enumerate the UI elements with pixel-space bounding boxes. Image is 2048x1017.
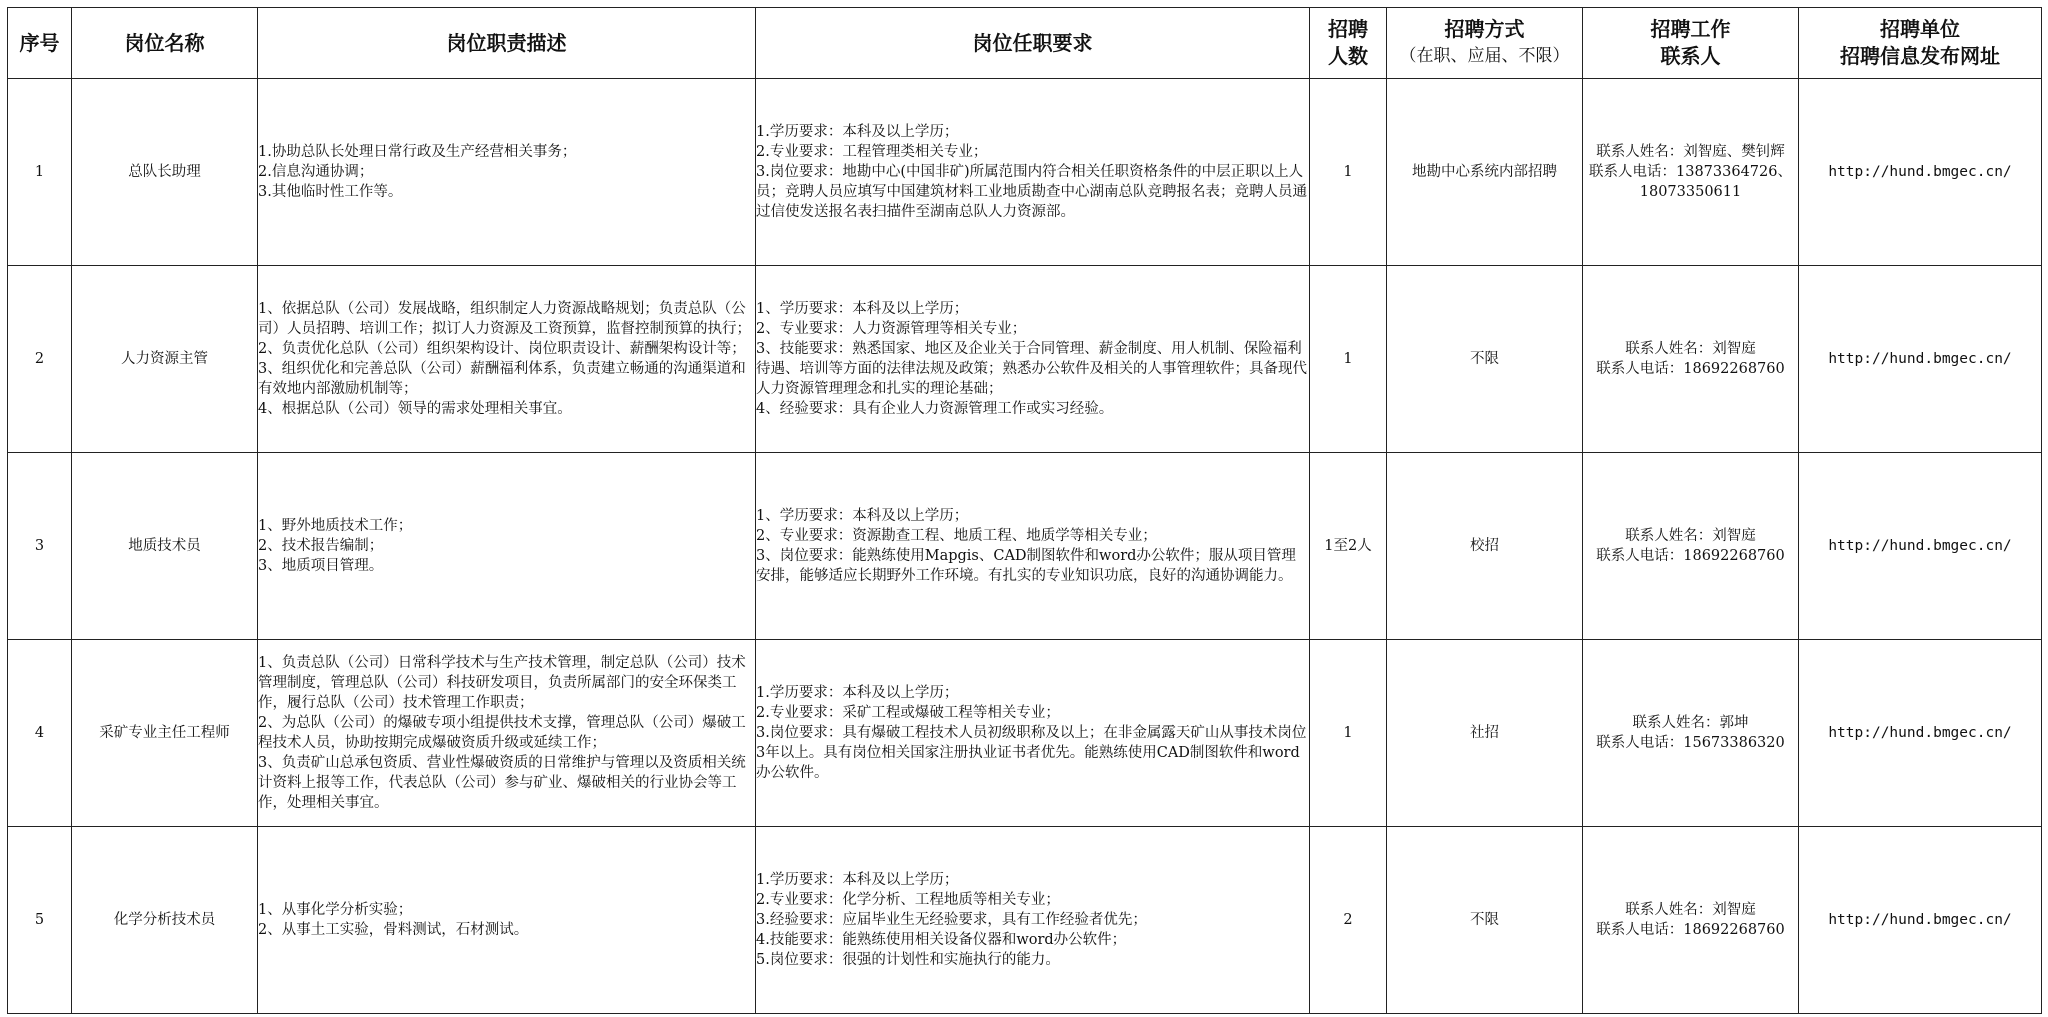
cell-index bbox=[8, 827, 72, 1014]
row-index: 4 bbox=[34, 725, 45, 741]
duties-line: 3、负责矿山总承包资质、营业性爆破资质的日常维护与管理以及资质相关统计资料上报等工作，代表总队（公司）参与矿业、爆破相关的行业协会等工作，处理相关事宜。 bbox=[258, 755, 746, 811]
cell-contact bbox=[1583, 266, 1799, 453]
hire-count: 1 bbox=[1343, 725, 1353, 741]
requirements-text bbox=[756, 683, 1309, 783]
duties-text bbox=[258, 142, 755, 202]
duties-line: 4、根据总队（公司）领导的需求处理相关事宜。 bbox=[258, 401, 572, 417]
requirements-line: 1、学历要求：本科及以上学历； bbox=[756, 301, 969, 317]
contact-line: 联系人电话：18692268760 bbox=[1596, 548, 1785, 564]
cell-url bbox=[1799, 827, 2042, 1014]
cell-title bbox=[72, 453, 258, 640]
duties-line: 2、为总队（公司）的爆破专项小组提供技术支撑，管理总队（公司）爆破工程技术人员，协助按期完成爆破资质升级或延续工作； bbox=[258, 715, 746, 751]
duties-line: 2、负责优化总队（公司）组织架构设计、岗位职责设计、薪酬架构设计等； bbox=[258, 341, 746, 357]
job-title: 化学分析技术员 bbox=[113, 912, 216, 928]
hire-count: 1至2人 bbox=[1324, 538, 1372, 554]
recruitment-table bbox=[7, 7, 2042, 1014]
recruit-url: http://hund.bmgec.cn/ bbox=[1828, 538, 2012, 554]
cell-method bbox=[1387, 79, 1583, 266]
table-row bbox=[8, 453, 2042, 640]
cell-method bbox=[1387, 453, 1583, 640]
cell-duties bbox=[258, 827, 756, 1014]
duties-line: 2.信息沟通协调； bbox=[258, 164, 374, 180]
hire-method: 不限 bbox=[1470, 351, 1499, 367]
header-site-line1: 招聘单位 bbox=[1880, 17, 1960, 41]
requirements-line: 1、学历要求：本科及以上学历； bbox=[756, 508, 969, 524]
requirements-text bbox=[756, 122, 1309, 222]
row-index: 3 bbox=[34, 538, 45, 554]
header-count bbox=[1310, 8, 1387, 79]
requirements-line: 3.经验要求：应届毕业生无经验要求，具有工作经验者优先； bbox=[756, 912, 1147, 928]
cell-url bbox=[1799, 266, 2042, 453]
cell-index bbox=[8, 453, 72, 640]
requirements-line: 3、岗位要求：能熟练使用Mapgis、CAD制图软件和word办公软件；服从项目管理安排，能够适应长期野外工作环境。有扎实的专业知识功底，良好的沟通协调能力。 bbox=[756, 548, 1296, 584]
cell-requirements bbox=[756, 827, 1310, 1014]
cell-index bbox=[8, 79, 72, 266]
header-contact bbox=[1583, 8, 1799, 79]
cell-duties bbox=[258, 79, 756, 266]
header-method bbox=[1387, 8, 1583, 79]
header-requirements: 岗位任职要求 bbox=[756, 8, 1310, 79]
hire-count: 1 bbox=[1343, 164, 1353, 180]
cell-count bbox=[1310, 827, 1387, 1014]
duties-text bbox=[258, 516, 755, 576]
cell-url bbox=[1799, 453, 2042, 640]
job-title: 地质技术员 bbox=[128, 538, 201, 554]
job-title: 人力资源主管 bbox=[121, 351, 208, 367]
requirements-text bbox=[756, 299, 1309, 419]
hire-method: 社招 bbox=[1470, 725, 1499, 741]
requirements-line: 4、经验要求：具有企业人力资源管理工作或实习经验。 bbox=[756, 401, 1114, 417]
cell-method bbox=[1387, 640, 1583, 827]
contact-line: 联系人电话：13873364726、18073350611 bbox=[1589, 164, 1792, 200]
duties-line: 1.协助总队长处理日常行政及生产经营相关事务； bbox=[258, 144, 577, 160]
table-row bbox=[8, 827, 2042, 1014]
requirements-line: 2、专业要求：资源勘查工程、地质工程、地质学等相关专业； bbox=[756, 528, 1157, 544]
requirements-line: 2.专业要求：工程管理类相关专业； bbox=[756, 144, 988, 160]
cell-title bbox=[72, 79, 258, 266]
row-index: 2 bbox=[34, 351, 45, 367]
recruit-url: http://hund.bmgec.cn/ bbox=[1828, 725, 2012, 741]
cell-title bbox=[72, 827, 258, 1014]
header-contact-line1: 招聘工作 bbox=[1650, 17, 1731, 41]
header-method-line2: （在职、应届、不限） bbox=[1399, 46, 1570, 66]
cell-requirements bbox=[756, 453, 1310, 640]
requirements-text bbox=[756, 870, 1309, 970]
contact-line: 联系人姓名：郭坤 bbox=[1632, 715, 1749, 731]
duties-line: 2、技术报告编制； bbox=[258, 538, 384, 554]
hire-count: 2 bbox=[1343, 912, 1353, 928]
cell-url bbox=[1799, 79, 2042, 266]
contact-line: 联系人电话：15673386320 bbox=[1596, 735, 1785, 751]
job-title: 总队长助理 bbox=[128, 164, 201, 180]
cell-count bbox=[1310, 453, 1387, 640]
cell-title bbox=[72, 266, 258, 453]
hire-count: 1 bbox=[1343, 351, 1353, 367]
cell-contact bbox=[1583, 640, 1799, 827]
requirements-line: 2、专业要求：人力资源管理等相关专业； bbox=[756, 321, 1027, 337]
duties-line: 3、地质项目管理。 bbox=[258, 558, 384, 574]
duties-line: 3、组织优化和完善总队（公司）薪酬福利体系，负责建立畅通的沟通渠道和有效地内部激励机制等； bbox=[258, 361, 746, 397]
duties-text bbox=[258, 653, 755, 813]
hire-method: 校招 bbox=[1470, 538, 1499, 554]
duties-line: 3.其他临时性工作等。 bbox=[258, 184, 403, 200]
cell-method bbox=[1387, 266, 1583, 453]
hire-method: 不限 bbox=[1470, 912, 1499, 928]
row-index: 1 bbox=[34, 164, 45, 180]
cell-count bbox=[1310, 79, 1387, 266]
header-method-line1: 招聘方式 bbox=[1444, 17, 1525, 41]
requirements-line: 3.岗位要求：具有爆破工程技术人员初级职称及以上；在非金属露天矿山从事技术岗位3年以上。具有岗位相关国家注册执业证书者优先。能熟练使用CAD制图软件和word办公软件。 bbox=[756, 725, 1307, 781]
cell-contact bbox=[1583, 79, 1799, 266]
duties-line: 1、负责总队（公司）日常科学技术与生产技术管理，制定总队（公司）技术管理制度，管理总队（公司）科技研发项目，负责所属部门的安全环保类工作，履行总队（公司）技术管理工作职责； bbox=[258, 655, 746, 711]
header-row bbox=[8, 8, 2042, 79]
cell-title bbox=[72, 640, 258, 827]
cell-count bbox=[1310, 640, 1387, 827]
table-row bbox=[8, 266, 2042, 453]
header-duties: 岗位职责描述 bbox=[258, 8, 756, 79]
header-site bbox=[1799, 8, 2042, 79]
cell-url bbox=[1799, 640, 2042, 827]
cell-requirements bbox=[756, 79, 1310, 266]
table-row bbox=[8, 79, 2042, 266]
header-index: 序号 bbox=[8, 8, 72, 79]
cell-contact bbox=[1583, 453, 1799, 640]
requirements-line: 2.专业要求：采矿工程或爆破工程等相关专业； bbox=[756, 705, 1060, 721]
contact-line: 联系人电话：18692268760 bbox=[1596, 922, 1785, 938]
duties-text bbox=[258, 299, 755, 419]
cell-index bbox=[8, 266, 72, 453]
requirements-line: 4.技能要求：能熟练使用相关设备仪器和word办公软件； bbox=[756, 932, 1127, 948]
cell-requirements bbox=[756, 266, 1310, 453]
recruit-url: http://hund.bmgec.cn/ bbox=[1828, 164, 2012, 180]
header-count-line2: 人数 bbox=[1328, 44, 1368, 68]
contact-line: 联系人姓名：刘智庭、樊钊辉 bbox=[1596, 144, 1785, 160]
requirements-line: 1.学历要求：本科及以上学历； bbox=[756, 872, 959, 888]
contact-line: 联系人姓名：刘智庭 bbox=[1625, 902, 1756, 918]
cell-count bbox=[1310, 266, 1387, 453]
cell-contact bbox=[1583, 827, 1799, 1014]
cell-requirements bbox=[756, 640, 1310, 827]
cell-duties bbox=[258, 266, 756, 453]
requirements-text bbox=[756, 506, 1309, 586]
duties-line: 1、依据总队（公司）发展战略，组织制定人力资源战略规划；负责总队（公司）人员招聘、培训工作；拟订人力资源及工资预算，监督控制预算的执行； bbox=[258, 301, 751, 337]
header-site-line2: 招聘信息发布网址 bbox=[1840, 44, 2000, 68]
cell-duties bbox=[258, 640, 756, 827]
header-count-line1: 招聘 bbox=[1328, 17, 1368, 41]
header-contact-line2: 联系人 bbox=[1660, 44, 1721, 68]
contact-line: 联系人电话：18692268760 bbox=[1596, 361, 1785, 377]
requirements-line: 1.学历要求：本科及以上学历； bbox=[756, 685, 959, 701]
row-index: 5 bbox=[34, 912, 45, 928]
hire-method: 地勘中心系统内部招聘 bbox=[1412, 164, 1557, 180]
requirements-line: 3.岗位要求：地勘中心(中国非矿)所属范围内符合相关任职资格条件的中层正职以上人员；竞聘人员应填写中国建筑材料工业地质勘查中心湖南总队竞聘报名表；竞聘人员通过信使发送报名表扫描件至湖南总队人力资源部。 bbox=[756, 164, 1307, 220]
recruit-url: http://hund.bmgec.cn/ bbox=[1828, 351, 2012, 367]
duties-text bbox=[258, 900, 755, 940]
duties-line: 2、从事土工实验，骨料测试，石材测试。 bbox=[258, 922, 529, 938]
header-title: 岗位名称 bbox=[72, 8, 258, 79]
table-row bbox=[8, 640, 2042, 827]
cell-duties bbox=[258, 453, 756, 640]
recruit-url: http://hund.bmgec.cn/ bbox=[1828, 912, 2012, 928]
requirements-line: 3、技能要求：熟悉国家、地区及企业关于合同管理、薪金制度、用人机制、保险福利待遇、培训等方面的法律法规及政策；熟悉办公软件及相关的人事管理软件；具备现代人力资源管理理念和扎实的理论基础； bbox=[756, 341, 1307, 397]
cell-index bbox=[8, 640, 72, 827]
job-title: 采矿专业主任工程师 bbox=[99, 725, 230, 741]
requirements-line: 5.岗位要求：很强的计划性和实施执行的能力。 bbox=[756, 952, 1060, 968]
contact-line: 联系人姓名：刘智庭 bbox=[1625, 341, 1756, 357]
contact-line: 联系人姓名：刘智庭 bbox=[1625, 528, 1756, 544]
cell-method bbox=[1387, 827, 1583, 1014]
duties-line: 1、从事化学分析实验； bbox=[258, 902, 413, 918]
duties-line: 1、野外地质技术工作； bbox=[258, 518, 413, 534]
requirements-line: 2.专业要求：化学分析、工程地质等相关专业； bbox=[756, 892, 1060, 908]
requirements-line: 1.学历要求：本科及以上学历； bbox=[756, 124, 959, 140]
